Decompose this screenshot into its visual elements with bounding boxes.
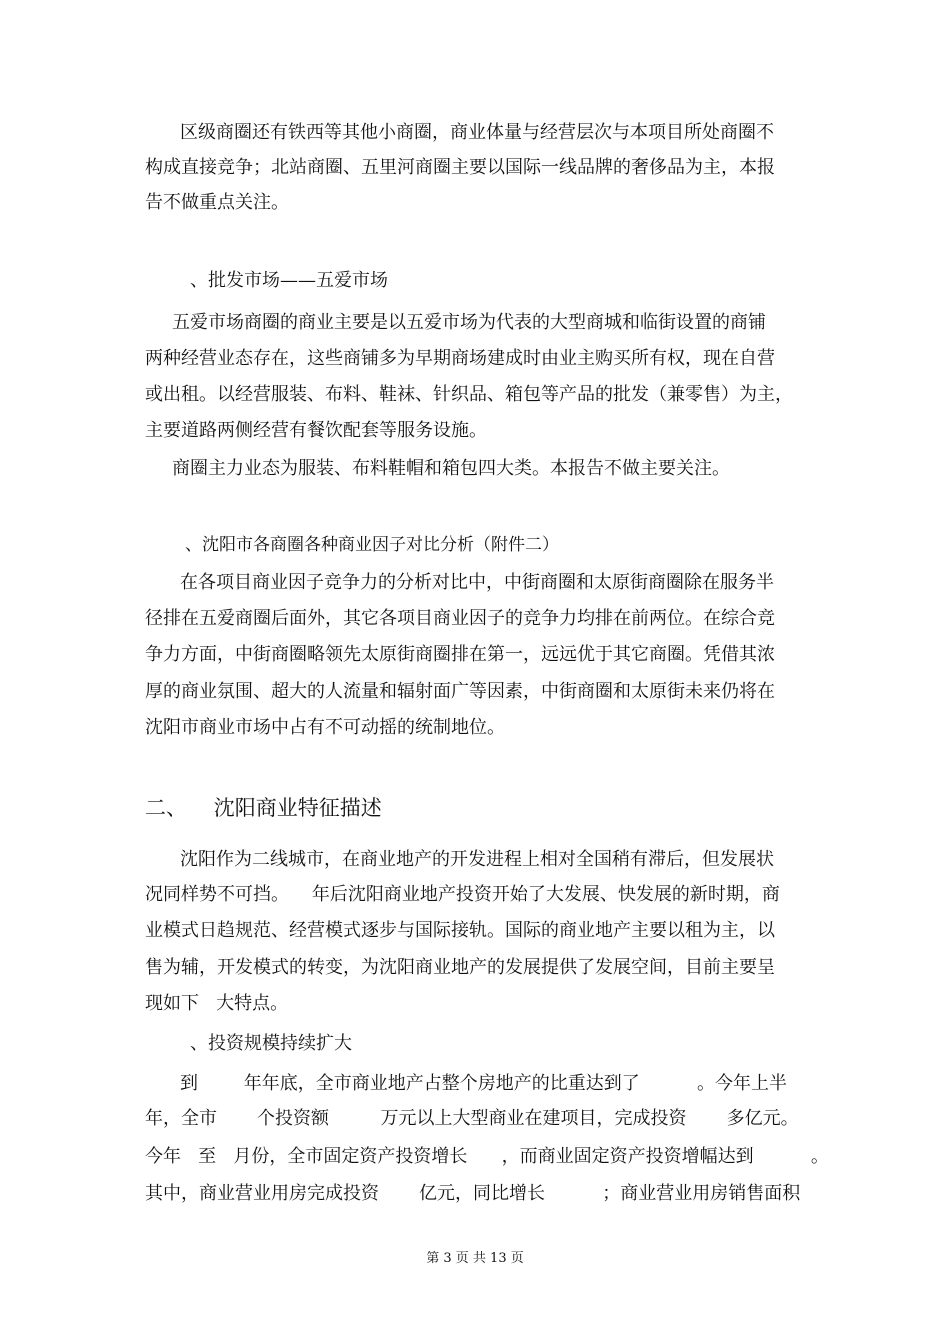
paragraph-line: 到 年年底，全市商业地产占整个房地产的比重达到了 。今年上半: [180, 1073, 787, 1094]
chapter-heading: 二、 沈阳商业特征描述: [145, 796, 382, 820]
paragraph-line: 沈阳市商业市场中占有不可动摇的统制地位。: [145, 717, 505, 738]
paragraph-line: 沈阳作为二线城市，在商业地产的开发进程上相对全国稍有滞后，但发展状: [180, 849, 774, 870]
paragraph-line: 区级商圈还有铁西等其他小商圈，商业体量与经营层次与本项目所处商圈不: [180, 122, 774, 143]
paragraph-line: 今年 至 月份，全市固定资产投资增长 ，而商业固定资产投资增幅达到 。: [145, 1146, 829, 1167]
paragraph-line: 年，全市 个投资额 万元以上大型商业在建项目，完成投资 多亿元。: [145, 1108, 799, 1129]
paragraph-line: 两种经营业态存在，这些商铺多为早期商场建成时由业主购买所有权，现在自营: [145, 348, 775, 369]
section-title-investment: 、投资规模持续扩大: [190, 1033, 352, 1054]
section-title-compare: 、沈阳市各商圈各种商业因子对比分析（附件二）: [185, 535, 559, 555]
paragraph-line: 或出租。以经营服装、布料、鞋袜、针织品、箱包等产品的批发（兼零售）为主，: [145, 384, 793, 405]
paragraph-line: 在各项目商业因子竞争力的分析对比中，中街商圈和太原街商圈除在服务半: [180, 572, 774, 593]
paragraph-line: 其中，商业营业用房完成投资 亿元，同比增长 ；商业营业用房销售面积: [145, 1183, 801, 1204]
paragraph-line: 售为辅，开发模式的转变，为沈阳商业地产的发展提供了发展空间，目前主要呈: [145, 957, 775, 978]
paragraph-line: 现如下 大特点。: [145, 993, 289, 1014]
paragraph-line: 主要道路两侧经营有餐饮配套等服务设施。: [145, 420, 487, 441]
paragraph-line: 况同样势不可挡。 年后沈阳商业地产投资开始了大发展、快发展的新时期，商: [145, 884, 780, 905]
paragraph-line: 争力方面，中街商圈略领先太原街商圈排在第一，远远优于其它商圈。凭借其浓: [145, 644, 775, 665]
page-number-footer: 第 3 页 共 13 页: [426, 1251, 524, 1266]
paragraph-line: 五爱市场商圈的商业主要是以五爱市场为代表的大型商城和临街设置的商铺: [172, 312, 766, 333]
paragraph-line: 告不做重点关注。: [145, 192, 289, 213]
section-title-wholesale: 、批发市场——五爱市场: [190, 270, 388, 291]
paragraph-line: 径排在五爱商圈后面外，其它各项目商业因子的竞争力均排在前两位。在综合竞: [145, 608, 775, 629]
paragraph-line: 商圈主力业态为服装、布料鞋帽和箱包四大类。本报告不做主要关注。: [172, 458, 730, 479]
paragraph-line: 厚的商业氛围、超大的人流量和辐射面广等因素，中街商圈和太原街未来仍将在: [145, 681, 775, 702]
paragraph-line: 构成直接竞争；北站商圈、五里河商圈主要以国际一线品牌的奢侈品为主，本报: [145, 157, 775, 178]
paragraph-line: 业模式日趋规范、经营模式逐步与国际接轨。国际的商业地产主要以租为主，以: [145, 920, 775, 941]
